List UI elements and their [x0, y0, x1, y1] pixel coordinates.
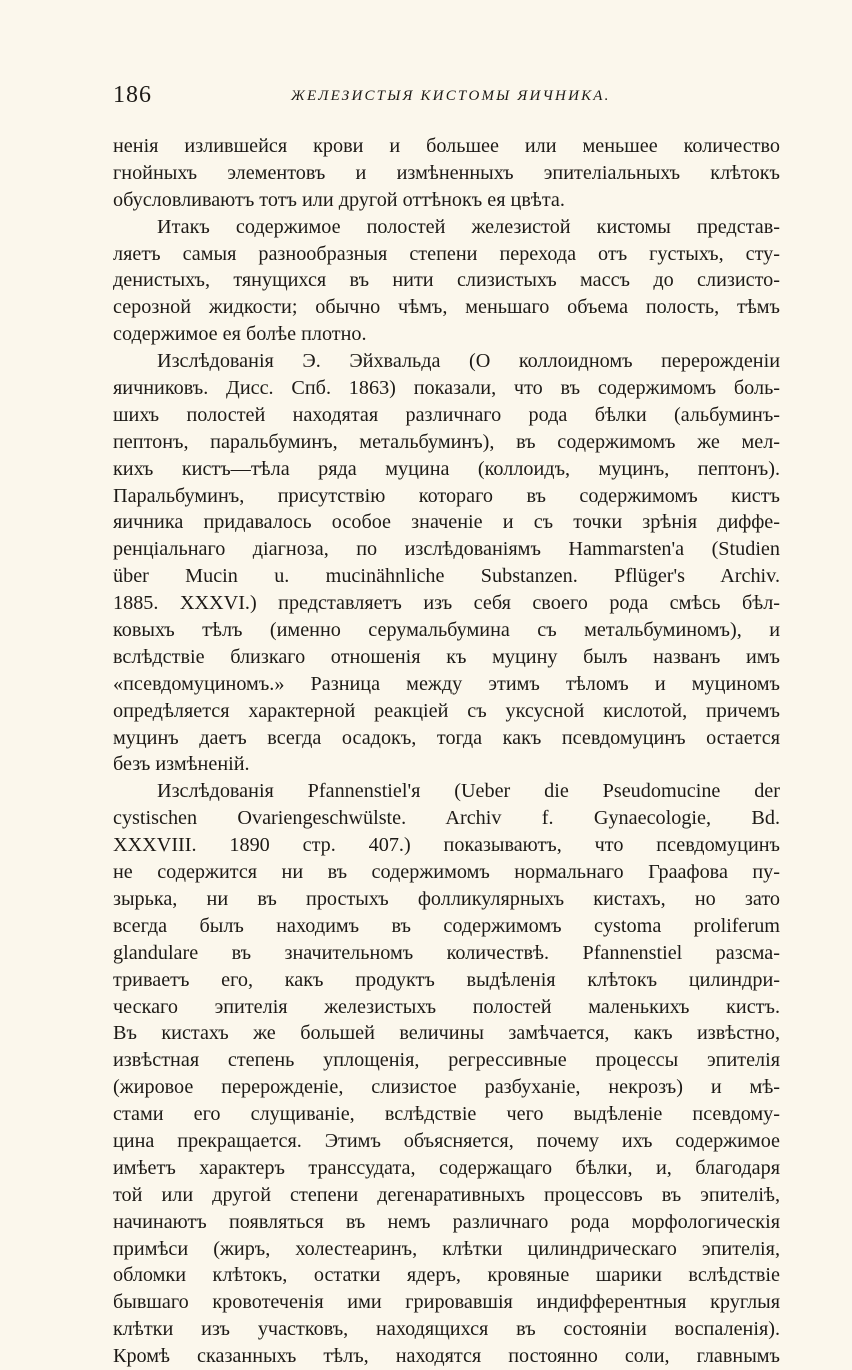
text-line: всегда былъ находимъ въ содержимомъ cystoma proliferum: [113, 914, 780, 937]
text-line: извѣстная степень уплощенія, регрессивные процессы эпителія: [113, 1049, 780, 1072]
text-line: клѣтки изъ участковъ, находящихся въ состояніи воспаленія).: [113, 1318, 780, 1341]
text-line: Изслѣдованія Pfannenstiel'я (Ueber die Pseudomucine der: [157, 780, 780, 803]
text-line: шихъ полостей находятая различнаго рода бѣлки (альбуминъ-: [113, 403, 780, 426]
text-line: пептонъ, паральбуминъ, метальбуминъ), въ содержимомъ же мел-: [113, 430, 780, 453]
text-line: Въ кистахъ же большей величины замѣчается, какъ извѣстно,: [113, 1022, 780, 1045]
text-line: (жировое перерожденіе, слизистое разбуханіе, некрозъ) и мѣ-: [113, 1076, 780, 1099]
text-line: муцинъ даетъ всегда осадокъ, тогда какъ псевдомуцинъ остается: [113, 726, 780, 749]
text-line: триваетъ его, какъ продуктъ выдѣленія клѣтокъ цилиндри-: [113, 968, 780, 991]
text-line: имѣетъ характеръ транссудата, содержащаго бѣлки, и, благодаря: [113, 1156, 780, 1179]
text-line: ненія излившейся крови и большее или меньшее количество: [113, 135, 780, 157]
text-line: гнойныхъ элементовъ и измѣненныхъ эпителіальныхъ клѣтокъ: [113, 161, 780, 184]
text-line: XXXVIII. 1890 стр. 407.) показываютъ, что псевдомуцинъ: [113, 834, 780, 857]
text-line: ренціальнаго діагноза, по изслѣдованіямъ Hammarsten'a (Studien: [113, 538, 780, 561]
text-line: денистыхъ, тянущихся въ нити слизистыхъ массъ до слизисто-: [113, 269, 780, 292]
text-line: ковыхъ тѣлъ (именно серумальбумина съ метальбуминомъ), и: [113, 619, 780, 642]
text-line: über Mucin u. mucinähnliche Substanzen. Pflüger's Archiv.: [113, 565, 780, 588]
text-line: ляетъ самыя разнообразныя степени перехода отъ густыхъ, сту-: [113, 242, 780, 265]
text-line: Кромѣ сказанныхъ тѣлъ, находятся постоянно соли, главнымъ: [113, 1345, 780, 1368]
running-head: ЖЕЛЕЗИСТЫЯ КИСТОМЫ ЯИЧНИКА.: [291, 88, 611, 104]
text-line: той или другой степени дегенаративныхъ процессовъ въ эпителіѣ,: [113, 1183, 780, 1206]
text-line: начинаютъ появляться въ немъ различнаго рода морфологическія: [113, 1210, 780, 1233]
text-line: содержимое ея болѣе плотно.: [113, 323, 367, 346]
text-line: ческаго эпителія железистыхъ полостей маленькихъ кистъ.: [113, 995, 780, 1018]
text-line: серозной жидкости; обычно чѣмъ, меньшаго объема полость, тѣмъ: [113, 296, 780, 319]
text-line: безъ измѣненій.: [113, 753, 250, 776]
page-number: 186: [113, 82, 152, 108]
text-line: glandulare въ значительномъ количествѣ. Pfannenstiel разсма-: [113, 941, 780, 964]
text-line: 1885. XXXVI.) представляетъ изъ себя своего рода смѣсь бѣл-: [113, 592, 780, 615]
text-line: опредѣляется характерной реакціей съ уксусной кислотой, причемъ: [113, 699, 780, 722]
text-line: яичниковъ. Дисс. Спб. 1863) показали, что въ содержимомъ боль-: [113, 377, 780, 400]
text-line: не содержится ни въ содержимомъ нормальнаго Граафова пу-: [113, 861, 780, 884]
text-line: яичника придавалось особое значеніе и съ точки зрѣнія диффе-: [113, 511, 780, 534]
text-line: бывшаго кровотеченія ими грировавшія индифферентныя круглыя: [113, 1291, 780, 1314]
page-header: [113, 82, 780, 112]
text-line: cystischen Ovariengeschwülste. Archiv f. Gynaecologie, Bd.: [113, 807, 780, 830]
text-line: Паральбуминъ, присутствію котораго въ содержимомъ кистъ: [113, 484, 780, 507]
text-line: Изслѣдованія Э. Эйхвальда (О коллоидномъ перерожденіи: [157, 350, 780, 373]
text-line: вслѣдствіе близкаго отношенія къ муцину былъ названъ имъ: [113, 645, 780, 668]
text-line: обломки клѣтокъ, остатки ядеръ, кровяные шарики вслѣдствіе: [113, 1264, 780, 1287]
text-line: кихъ кистъ—тѣла ряда муцина (коллоидъ, муцинъ, пептонъ).: [113, 457, 780, 480]
text-line: «псевдомуциномъ.» Разница между этимъ тѣломъ и муциномъ: [113, 672, 780, 695]
text-line: зырька, ни въ простыхъ фолликулярныхъ кистахъ, но зато: [113, 887, 780, 910]
body-text: [113, 133, 780, 1370]
text-line: стами его слущиваніе, вслѣдствіе чего выдѣленіе псевдому-: [113, 1103, 780, 1126]
text-line: примѣси (жиръ, холестеаринъ, клѣтки цилиндрическаго эпителія,: [113, 1237, 780, 1260]
text-line: Итакъ содержимое полостей железистой кистомы представ-: [157, 215, 780, 238]
text-line: цина прекращается. Этимъ объясняется, почему ихъ содержимое: [113, 1129, 780, 1152]
text-line: обусловливаютъ тотъ или другой оттѣнокъ ея цвѣта.: [113, 188, 565, 211]
